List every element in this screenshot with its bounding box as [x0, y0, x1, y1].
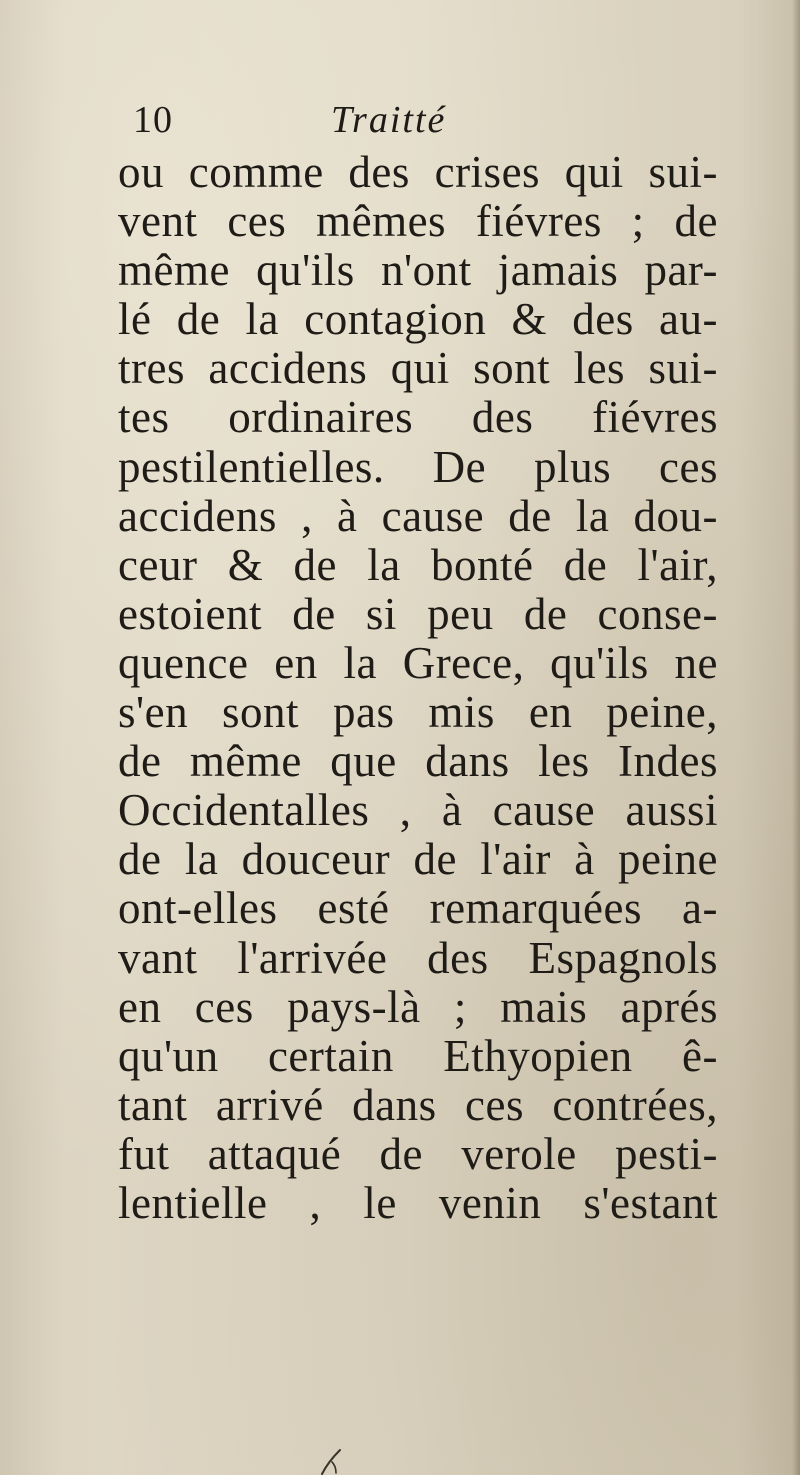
text-line: tant arrivé dans ces contrées, — [118, 1080, 718, 1130]
text-line: en ces pays-là ; mais aprés — [118, 982, 718, 1032]
text-line: vent ces mêmes fiévres ; de — [118, 197, 718, 247]
body-text — [118, 148, 718, 1228]
text-line: vant l'arrivée des Espagnols — [118, 933, 718, 983]
text-line: accidens , à cause de la dou- — [118, 491, 718, 541]
text-line: ceur & de la bonté de l'air, — [118, 540, 718, 590]
text-line: qu'un certain Ethyopien ê- — [118, 1031, 718, 1081]
page-edge-shadow — [792, 0, 800, 1475]
text-line: Occidentalles , à cause aussi — [118, 786, 718, 836]
text-line: pestilentielles. De plus ces — [118, 442, 718, 492]
text-line: s'en sont pas mis en peine, — [118, 688, 718, 738]
text-line: même qu'ils n'ont jamais par- — [118, 246, 718, 296]
text-line: quence en la Grece, qu'ils ne — [118, 638, 718, 688]
text-line: fut attaqué de verole pesti- — [118, 1129, 718, 1179]
text-line: lé de la contagion & des au- — [118, 295, 718, 345]
page-header — [133, 96, 693, 144]
ink-mark-icon — [316, 1446, 346, 1475]
text-line: estoient de si peu de conse- — [118, 589, 718, 639]
text-line: ont-elles esté remarquées a- — [118, 884, 718, 934]
text-line: lentielle , le venin s'estant — [118, 1178, 718, 1228]
text-line: de même que dans les Indes — [118, 737, 718, 787]
text-line: tes ordinaires des fiévres — [118, 393, 718, 443]
text-line: de la douceur de l'air à peine — [118, 835, 718, 885]
page-number: 10 — [133, 99, 173, 141]
running-head: Traitté — [331, 99, 447, 141]
text-line: tres accidens qui sont les sui- — [118, 344, 718, 394]
text-line: ou comme des crises qui sui- — [118, 148, 718, 197]
